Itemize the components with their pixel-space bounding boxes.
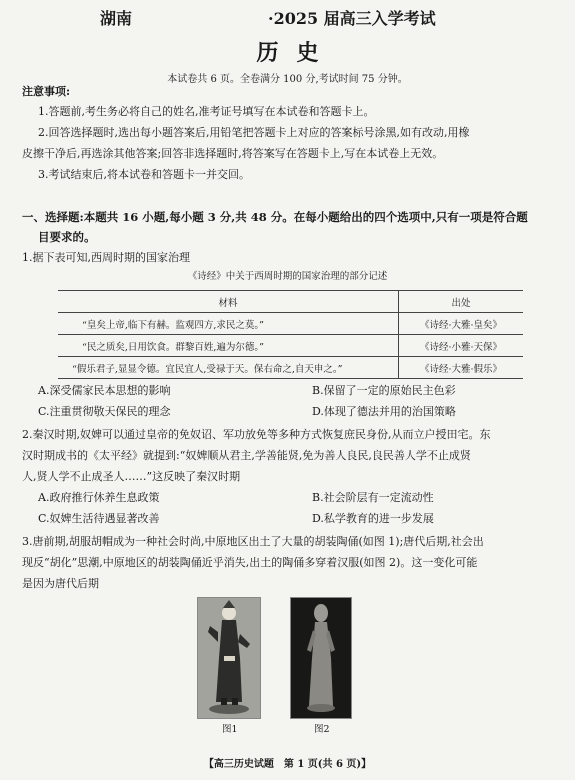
- table-cell: “皇矣上帝,临下有赫。监观四方,求民之莫。”: [58, 313, 399, 335]
- q2-option-d: D.私学教育的进一步发展: [312, 512, 434, 525]
- q2-option-b: B.社会阶层有一定流动性: [312, 491, 434, 504]
- q2-option-a: A.政府推行休养生息政策: [38, 491, 160, 504]
- q3-stem: 3.唐前期,胡服胡帽成为一种社会时尚,中原地区出土了大量的胡装陶俑(如图 1);唐代后期,社会出: [22, 535, 484, 548]
- q1-material-table: [58, 290, 523, 379]
- notice-item: 2.回答选择题时,选出每小题答案后,用铅笔把答题卡上对应的答案标号涂黑,如有改动,用橡: [38, 126, 470, 139]
- table-row: [58, 335, 523, 357]
- q1-table-caption: 《诗经》中关于西周时期的国家治理的部分记述: [187, 271, 388, 282]
- subject-title: 历史: [256, 40, 337, 66]
- table-row: [58, 357, 523, 379]
- exam-title: ·2025 届高三入学考试: [268, 9, 436, 28]
- page-footer: 【高三历史试题 第 1 页(共 6 页)】: [203, 759, 372, 770]
- table-cell: “民之质矣,日用饮食。群黎百姓,遍为尔德。”: [58, 335, 399, 357]
- q3-stem: 是因为唐代后期: [22, 577, 99, 590]
- q1-stem: 1.据下表可知,西周时期的国家治理: [22, 251, 190, 264]
- exam-region: 湖南: [100, 9, 133, 28]
- figure-2-photo: [290, 597, 352, 719]
- figurine-hu-costume-image: [198, 598, 260, 718]
- table-header: 材料: [58, 291, 399, 313]
- figure-1-photo: [197, 597, 261, 719]
- table-cell: “假乐君子,显显令德。宜民宜人,受禄于天。保右命之,自天申之。”: [58, 357, 399, 379]
- table-header-row: [58, 291, 523, 313]
- section-heading: 一、选择题:本题共 16 小题,每小题 3 分,共 48 分。在每小题给出的四个选项中,只有一项是符合题: [22, 210, 528, 224]
- table-cell: 《诗经·大雅·皇矣》: [399, 313, 524, 335]
- notice-title: 注意事项:: [22, 85, 71, 98]
- q1-option-d: D.体现了德法并用的治国策略: [312, 405, 456, 418]
- table-header: 出处: [399, 291, 524, 313]
- section-heading: 目要求的。: [38, 230, 96, 244]
- q2-option-c: C.奴婢生活待遇显著改善: [38, 512, 160, 525]
- q2-stem: 2.秦汉时期,奴婢可以通过皇帝的免奴诏、军功放免等多种方式恢复庶民身份,从而立户授田宅。东: [22, 428, 491, 441]
- q3-stem: 现反“胡化”思潮,中原地区的胡装陶俑近乎消失,出土的陶俑多穿着汉服(如图 2)。这一变化可能: [22, 556, 478, 569]
- notice-item: 1.答题前,考生务必将自己的姓名,准考证号填写在本试卷和答题卡上。: [38, 105, 375, 118]
- q2-stem: 人,贤人学不止成圣人……”这反映了秦汉时期: [22, 470, 241, 483]
- table-cell: 《诗经·大雅·假乐》: [399, 357, 524, 379]
- figure-2-caption: 图2: [314, 724, 330, 735]
- figure-1-caption: 图1: [222, 724, 238, 735]
- q2-stem: 汉时期成书的《太平经》就提到:“奴婢顺从君主,学善能贤,免为善人良民,良民善人学不止成贤: [22, 449, 471, 462]
- exam-info: 本试卷共 6 页。全卷满分 100 分,考试时间 75 分钟。: [167, 74, 408, 85]
- table-row: [58, 313, 523, 335]
- table-cell: 《诗经·小雅·天保》: [399, 335, 524, 357]
- q1-option-b: B.保留了一定的原始民主色彩: [312, 384, 456, 397]
- notice-item: 皮擦干净后,再选涂其他答案;回答非选择题时,将答案写在答题卡上,写在本试卷上无效。: [22, 147, 444, 160]
- q1-option-a: A.深受儒家民本思想的影响: [38, 384, 171, 397]
- figurine-han-costume-image: [291, 598, 351, 718]
- q1-option-c: C.注重贯彻敬天保民的理念: [38, 405, 171, 418]
- notice-item: 3.考试结束后,将本试卷和答题卡一并交回。: [38, 168, 250, 181]
